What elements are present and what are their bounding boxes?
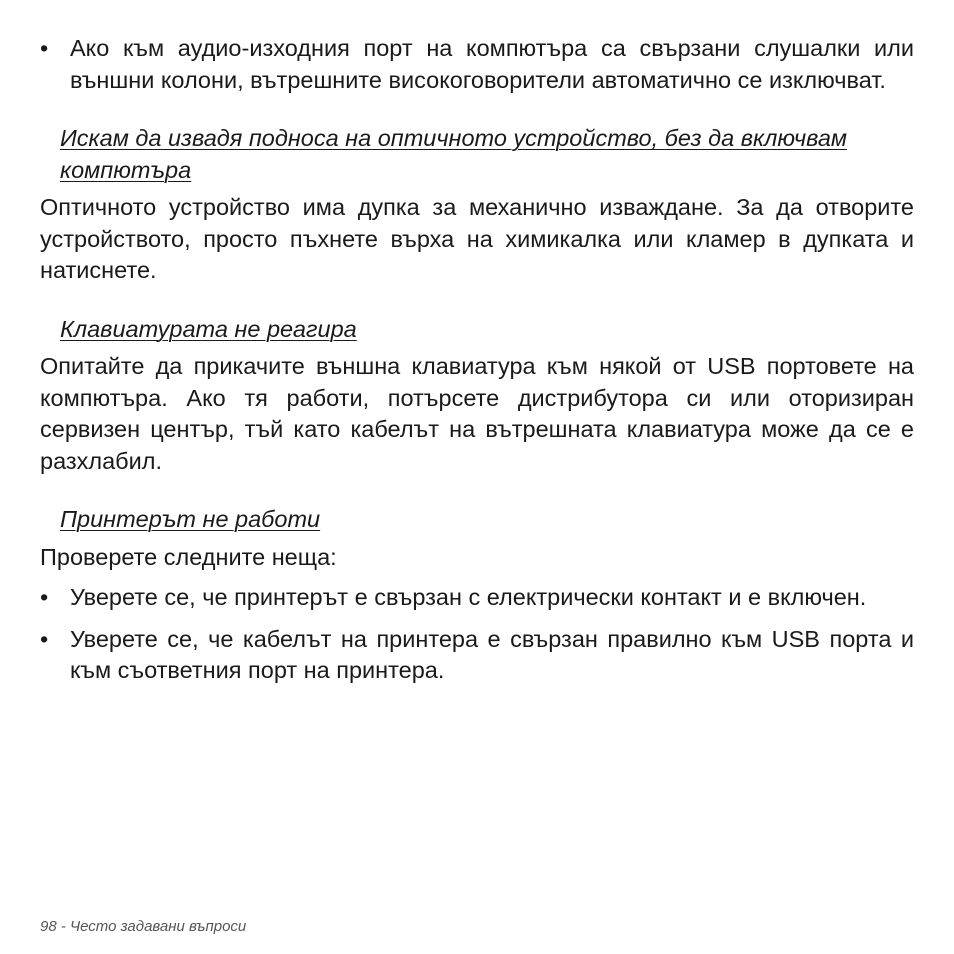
bullet-text: Уверете се, че принтерът е свързан с електрически контакт и е включен. (70, 584, 867, 610)
list-item (40, 582, 914, 614)
section-paragraph: Оптичното устройство има дупка за механично изваждане. За да отворите устройството, просто пъхнете върха на химикалка или кламер в дупката и натиснете. (40, 194, 914, 283)
section-heading: Принтерът не работи (60, 506, 321, 532)
bullet-icon: • (40, 625, 49, 652)
section-heading: Клавиатурата не реагира (60, 315, 357, 342)
bullet-text: Уверете се, че кабелът на принтера е свързан правилно към USB порта и към съответния порт на принтера. (70, 625, 914, 683)
list-item (40, 624, 914, 687)
section-heading: Искам да извадя подноса на оптичното устройство, без да включвам компютъра (60, 125, 848, 183)
bullet-icon: • (40, 584, 49, 610)
bullet-text: Ако към аудио-изходния порт на компютъра са свързани слушалки или външни колони, вътрешните високоговорители автоматично се изключват. (70, 35, 914, 93)
section-paragraph: Проверете следните неща: (40, 543, 337, 570)
page-footer: 98 - Често задавани въпроси (40, 918, 247, 935)
page-content (40, 33, 914, 687)
list-item (40, 33, 914, 96)
section-paragraph: Опитайте да прикачите външна клавиатура към някой от USB портовете на компютъра. Ако тя работи, потърсете дистрибутора си или оторизиран сервизен център, тъй като кабелът на вътрешната клавиатура може да се е разхлабил. (40, 353, 914, 474)
bullet-icon: • (40, 35, 49, 61)
